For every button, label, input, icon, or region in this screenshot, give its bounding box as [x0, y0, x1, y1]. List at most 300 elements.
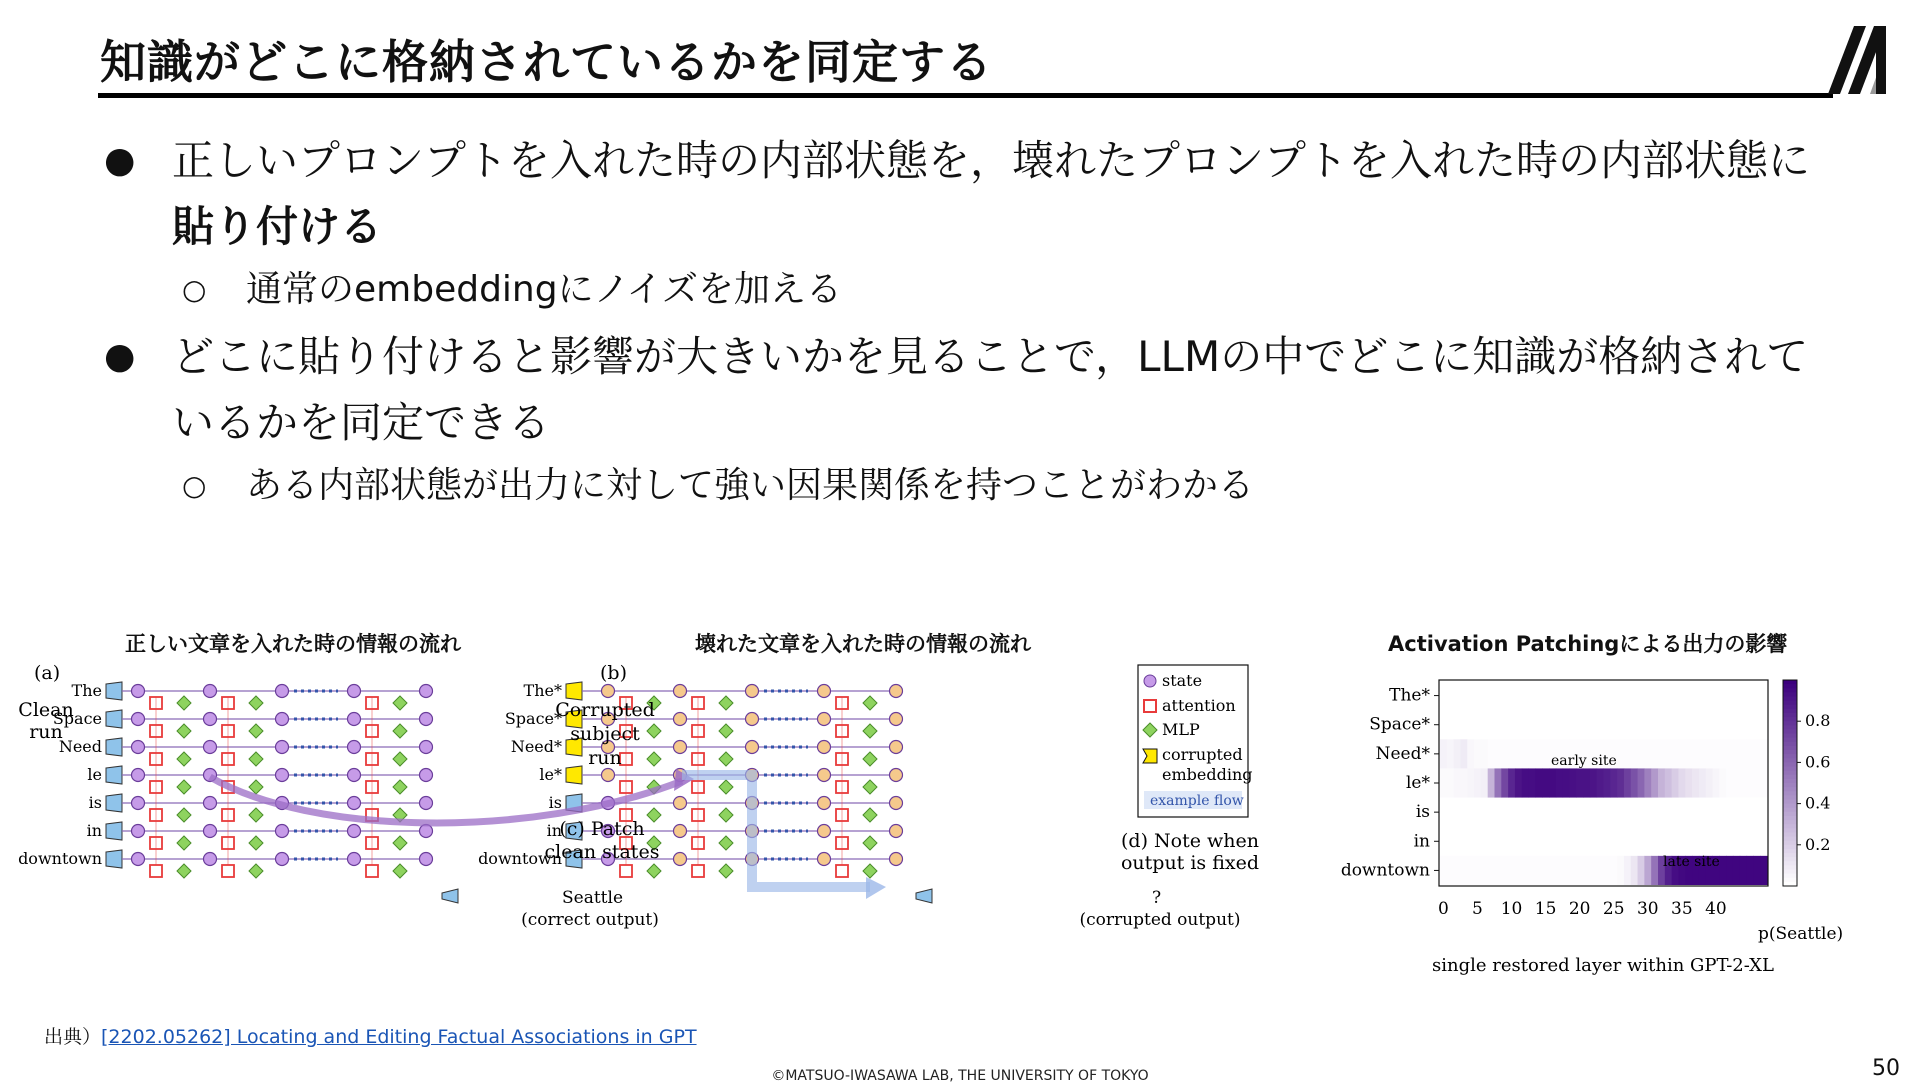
hidden-state-node: [890, 853, 903, 866]
token-label: Need*: [510, 737, 562, 756]
panel-b-title-line1: Corrupted: [555, 699, 655, 721]
colorbar-segment: [1783, 791, 1797, 796]
heatmap-cell: [1529, 768, 1536, 797]
colorbar-segment: [1783, 750, 1797, 755]
panel-a-title-line2: run: [29, 721, 63, 743]
heatmap-cell: [1747, 856, 1754, 885]
colorbar-segment: [1783, 816, 1797, 821]
hidden-state-node: [204, 713, 217, 726]
mlp-node: [177, 864, 191, 878]
embedding: [106, 766, 122, 784]
output-arrow-corrupt: [916, 889, 932, 903]
heatmap-cell: [1658, 768, 1665, 797]
late-site-annotation: late site: [1663, 854, 1720, 870]
hidden-state-node: [818, 825, 831, 838]
mlp-node: [249, 836, 263, 850]
hidden-state-node: [746, 741, 759, 754]
colorbar-label: p(Seattle): [1758, 924, 1844, 944]
mlp-node: [393, 752, 407, 766]
heatmap-row-label: Need*: [1375, 743, 1430, 764]
hidden-state-node: [132, 797, 145, 810]
heatmap-cell: [1706, 739, 1713, 768]
hidden-state-node: [818, 713, 831, 726]
heatmap-cell: [1760, 739, 1767, 768]
hidden-state-node: [204, 825, 217, 838]
colorbar-segment: [1783, 841, 1797, 846]
legend-corrupted-line2: embedding: [1162, 765, 1253, 784]
heatmap-cell: [1474, 768, 1481, 797]
diagram-legend: [1138, 665, 1253, 817]
figure-heading-corrupt: 壊れた文章を入れた時の情報の流れ: [695, 632, 1031, 656]
heatmap-cell: [1651, 768, 1658, 797]
heatmap-cell: [1733, 768, 1740, 797]
colorbar-segment: [1783, 832, 1797, 837]
heatmap-cell: [1508, 856, 1515, 885]
colorbar-segment: [1783, 709, 1797, 714]
heatmap-row-label: in: [1413, 831, 1430, 852]
colorbar-segment: [1783, 874, 1797, 879]
heatmap-cell: [1515, 856, 1522, 885]
colorbar-segment: [1783, 870, 1797, 875]
heatmap-cell: [1617, 856, 1624, 885]
sub-bullet-item: [100, 456, 1820, 516]
legend-flow: example flow: [1150, 793, 1244, 809]
heatmap-cell: [1719, 856, 1726, 885]
mlp-node: [719, 864, 733, 878]
heatmap-cell: [1624, 856, 1631, 885]
note-label-line1: (d) Note when: [1121, 830, 1259, 852]
bullet-list: [100, 128, 1820, 516]
heatmap-cell: [1495, 739, 1502, 768]
token-label: The*: [523, 681, 562, 700]
attention-node: [366, 865, 378, 877]
heatmap-cell: [1644, 856, 1651, 885]
heatmap-cell: [1672, 768, 1679, 797]
figure-heading-heatmap: Activation Patchingによる出力の影響: [1388, 632, 1788, 656]
heatmap-cell: [1576, 768, 1583, 797]
colorbar-tick-label: 0.2: [1805, 834, 1831, 854]
token-label: in: [546, 821, 562, 840]
heatmap-cell: [1535, 768, 1542, 797]
hidden-state-node: [818, 685, 831, 698]
colorbar-segment: [1783, 828, 1797, 833]
heatmap-cell: [1753, 856, 1760, 885]
hidden-state-node: [890, 797, 903, 810]
mlp-node: [177, 724, 191, 738]
colorbar-segment: [1783, 861, 1797, 866]
heatmap-cell: [1685, 739, 1692, 768]
note-label-line2: output is fixed: [1120, 852, 1260, 874]
heatmap-cell: [1672, 739, 1679, 768]
heatmap-cell: [1576, 856, 1583, 885]
heatmap-cell: [1638, 739, 1645, 768]
heatmap-cell: [1542, 739, 1549, 768]
heatmap-cell: [1467, 739, 1474, 768]
heatmap-cell: [1474, 739, 1481, 768]
colorbar-segment: [1783, 812, 1797, 817]
mlp-node: [249, 864, 263, 878]
colorbar-segment: [1783, 865, 1797, 870]
heatmap-cell: [1454, 768, 1461, 797]
heatmap-cell: [1460, 739, 1467, 768]
heatmap-x-label: single restored layer within GPT-2-XL: [1432, 955, 1774, 976]
hidden-state-node: [420, 713, 433, 726]
heatmap-cell: [1529, 739, 1536, 768]
colorbar-segment: [1783, 779, 1797, 784]
heatmap-cell: [1488, 856, 1495, 885]
hidden-state-node: [818, 741, 831, 754]
heatmap-cell: [1631, 856, 1638, 885]
hidden-state-node: [132, 769, 145, 782]
panel-a-label: (a): [34, 662, 61, 684]
bullet-text: どこに貼り付けると影響が大きいかを見ることで，LLMの中でどこに知識が格納されているかを同定できる: [172, 332, 1809, 447]
hidden-state-node: [204, 685, 217, 698]
colorbar-segment: [1783, 721, 1797, 726]
heatmap-cell: [1495, 768, 1502, 797]
heatmap-colorbar: [1783, 680, 1830, 887]
colorbar-segment: [1783, 754, 1797, 759]
heatmap-cell: [1597, 768, 1604, 797]
mlp-node: [177, 808, 191, 822]
hidden-state-node: [348, 713, 361, 726]
colorbar-segment: [1783, 820, 1797, 825]
hidden-state-node: [348, 797, 361, 810]
citation-link[interactable]: [2202.05262] Locating and Editing Factual Associations in GPT: [101, 1026, 697, 1048]
mlp-node: [647, 864, 661, 878]
mlp-node: [249, 808, 263, 822]
clean-output-note: (correct output): [521, 910, 659, 930]
attention-node: [150, 865, 162, 877]
heatmap-cell: [1699, 739, 1706, 768]
page-number: 50: [1872, 1056, 1900, 1081]
mlp-node: [177, 696, 191, 710]
heatmap-cell: [1692, 739, 1699, 768]
bullet-item: [100, 128, 1820, 260]
heatmap-cell: [1706, 768, 1713, 797]
figure-heading-clean: 正しい文章を入れた時の情報の流れ: [125, 632, 461, 656]
colorbar-segment: [1783, 878, 1797, 883]
heatmap-cell: [1597, 856, 1604, 885]
colorbar-segment: [1783, 738, 1797, 743]
heatmap-x-ticks: [1438, 899, 1727, 919]
heatmap-cell: [1678, 768, 1685, 797]
mlp-node: [647, 724, 661, 738]
panel-b-label: (b): [600, 662, 627, 684]
heatmap-cell: [1638, 856, 1645, 885]
mlp-node: [249, 696, 263, 710]
mlp-node: [863, 724, 877, 738]
heatmap-cell: [1651, 856, 1658, 885]
heatmap-cell: [1760, 768, 1767, 797]
hidden-state-node: [818, 797, 831, 810]
heatmap-cell: [1501, 856, 1508, 885]
heatmap-cell: [1713, 768, 1720, 797]
mlp-node: [719, 752, 733, 766]
heatmap-cell: [1644, 739, 1651, 768]
heatmap-cell: [1631, 739, 1638, 768]
mlp-node: [393, 864, 407, 878]
heatmap-cell: [1583, 856, 1590, 885]
heatmap-cell: [1747, 739, 1754, 768]
token-label: is: [548, 793, 562, 812]
heatmap-cell: [1563, 856, 1570, 885]
mlp-node: [177, 752, 191, 766]
sub-bullet-text: ある内部状態が出力に対して強い因果関係を持つことがわかる: [246, 465, 1255, 506]
colorbar-tick-label: 0.4: [1805, 793, 1831, 813]
citation: [44, 1022, 697, 1049]
token-label: in: [86, 821, 102, 840]
mlp-node: [719, 696, 733, 710]
heatmap-cell: [1665, 739, 1672, 768]
sub-bullet-dot: ○: [182, 469, 207, 502]
heatmap-cell: [1610, 768, 1617, 797]
hidden-state-node: [674, 797, 687, 810]
colorbar-segment: [1783, 696, 1797, 701]
heatmap-cell: [1740, 739, 1747, 768]
hidden-state-node: [348, 853, 361, 866]
early-site-annotation: early site: [1551, 753, 1617, 769]
mlp-node: [249, 780, 263, 794]
embedding: [106, 682, 122, 700]
heatmap-cell: [1753, 768, 1760, 797]
hidden-state-node: [674, 713, 687, 726]
colorbar-segment: [1783, 837, 1797, 842]
heatmap-cell: [1467, 856, 1474, 885]
mlp-node: [177, 836, 191, 850]
heatmap-cell: [1665, 768, 1672, 797]
heatmap-cell: [1488, 739, 1495, 768]
heatmap-cell: [1610, 856, 1617, 885]
hidden-state-node: [420, 685, 433, 698]
colorbar-segment: [1783, 688, 1797, 693]
heatmap-row-label: downtown: [1340, 860, 1430, 881]
heatmap-cell: [1604, 856, 1611, 885]
heatmap-cell: [1515, 768, 1522, 797]
heatmap-cell: [1631, 768, 1638, 797]
mlp-node: [249, 752, 263, 766]
colorbar-segment: [1783, 758, 1797, 763]
legend-mlp: MLP: [1162, 720, 1200, 739]
colorbar-segment: [1783, 729, 1797, 734]
heatmap-cell: [1495, 856, 1502, 885]
embedding: [106, 850, 122, 868]
panel-b-title-line2: subject: [570, 723, 640, 745]
heatmap-cell: [1638, 768, 1645, 797]
colorbar-segment: [1783, 684, 1797, 689]
hidden-state-node: [818, 853, 831, 866]
hidden-state-node: [674, 685, 687, 698]
colorbar-segment: [1783, 783, 1797, 788]
hidden-state-node: [818, 769, 831, 782]
heatmap-cell: [1590, 768, 1597, 797]
hidden-state-node: [890, 769, 903, 782]
heatmap-cell: [1454, 856, 1461, 885]
colorbar-tick-label: 0.6: [1805, 752, 1831, 772]
hidden-state-node: [420, 825, 433, 838]
heatmap-cell: [1713, 739, 1720, 768]
embedding: [106, 794, 122, 812]
sub-bullet-text: 通常のembeddingにノイズを加える: [246, 269, 842, 310]
hidden-state-node: [276, 741, 289, 754]
mlp-node: [863, 696, 877, 710]
colorbar-segment: [1783, 795, 1797, 800]
bullet-text-bold: 貼り付ける: [172, 202, 383, 251]
mlp-node: [863, 780, 877, 794]
colorbar-segment: [1783, 775, 1797, 780]
token-label: downtown: [18, 849, 102, 868]
heatmap-cell: [1440, 768, 1447, 797]
colorbar-segment: [1783, 746, 1797, 751]
hidden-state-node: [204, 797, 217, 810]
heatmap-cell: [1733, 739, 1740, 768]
heatmap-cell: [1447, 768, 1454, 797]
attention-node: [222, 865, 234, 877]
token-label: downtown: [478, 849, 562, 868]
mlp-node: [249, 724, 263, 738]
heatmap-cell: [1488, 768, 1495, 797]
heatmap-cell: [1733, 856, 1740, 885]
hidden-state-node: [890, 825, 903, 838]
colorbar-segment: [1783, 787, 1797, 792]
colorbar-segment: [1783, 824, 1797, 829]
colorbar-tick-label: 0.8: [1805, 711, 1831, 731]
mlp-node: [177, 780, 191, 794]
mlp-node: [863, 836, 877, 850]
heatmap-cell: [1529, 856, 1536, 885]
lab-logo: [1826, 24, 1890, 96]
embedding: [106, 710, 122, 728]
heatmap-cell: [1569, 856, 1576, 885]
colorbar-segment: [1783, 692, 1797, 697]
attention-node: [836, 865, 848, 877]
attention-node: [620, 865, 632, 877]
heatmap-cell: [1440, 856, 1447, 885]
heatmap-cell: [1474, 856, 1481, 885]
output-arrow-clean: [442, 889, 458, 903]
mlp-node: [719, 724, 733, 738]
heatmap-cell: [1692, 768, 1699, 797]
hidden-state-node: [204, 741, 217, 754]
mlp-node: [393, 724, 407, 738]
heatmap-cell: [1522, 739, 1529, 768]
token-label: le*: [539, 765, 562, 784]
hidden-state-node: [420, 741, 433, 754]
heatmap-cell: [1556, 856, 1563, 885]
panel-b-title-line3: run: [588, 747, 622, 769]
attention-legend-icon: [1144, 700, 1156, 712]
heatmap-cell: [1624, 768, 1631, 797]
hidden-state-node: [132, 853, 145, 866]
colorbar-segment: [1783, 849, 1797, 854]
heatmap-cell: [1617, 739, 1624, 768]
heatmap-cell: [1617, 768, 1624, 797]
hidden-state-node: [602, 685, 615, 698]
heatmap-y-labels: [1341, 686, 1439, 881]
hidden-state-node: [276, 825, 289, 838]
bullet-dot: ●: [104, 140, 136, 181]
token-label: Need: [58, 737, 102, 756]
panel-a-title-line1: Clean: [18, 699, 74, 721]
colorbar-segment: [1783, 845, 1797, 850]
mlp-node: [647, 808, 661, 822]
hidden-state-node: [674, 741, 687, 754]
colorbar-segment: [1783, 717, 1797, 722]
token-label: Space: [52, 709, 102, 728]
heatmap-cell: [1740, 856, 1747, 885]
heatmap-cell: [1583, 768, 1590, 797]
causal-trace-diagram: [10, 655, 1260, 945]
bullet-dot: ●: [104, 336, 136, 377]
heatmap-cell: [1535, 739, 1542, 768]
heatmap-cell: [1604, 768, 1611, 797]
token-label: le: [87, 765, 102, 784]
patch-label-line1: (c) Patch: [559, 818, 645, 840]
heatmap-cell: [1508, 739, 1515, 768]
heatmap-x-tick: 40: [1705, 899, 1727, 919]
hidden-state-node: [348, 769, 361, 782]
heatmap-cell: [1569, 768, 1576, 797]
hidden-state-node: [674, 825, 687, 838]
heatmap-x-tick: 15: [1534, 899, 1557, 919]
heatmap-cell: [1508, 768, 1515, 797]
heatmap-cell: [1447, 739, 1454, 768]
heatmap-x-tick: 0: [1437, 899, 1449, 919]
example-flow-arrowhead: [866, 877, 886, 899]
hidden-state-node: [132, 825, 145, 838]
mlp-node: [719, 808, 733, 822]
hidden-state-node: [348, 741, 361, 754]
heatmap-cell: [1535, 856, 1542, 885]
hidden-state-node: [746, 713, 759, 726]
heatmap-cell: [1644, 768, 1651, 797]
token-label: Space*: [504, 709, 562, 728]
mlp-node: [719, 836, 733, 850]
hidden-state-node: [276, 769, 289, 782]
sub-bullet-item: [100, 260, 1820, 320]
hidden-state-node: [348, 685, 361, 698]
heatmap-cell: [1699, 768, 1706, 797]
hidden-state-node: [420, 853, 433, 866]
heatmap-cell: [1542, 768, 1549, 797]
heatmap-cell: [1556, 768, 1563, 797]
mlp-node: [863, 808, 877, 822]
heatmap-cell: [1440, 739, 1447, 768]
heatmap-cell: [1651, 739, 1658, 768]
citation-prefix: 出典）: [44, 1026, 102, 1048]
hidden-state-node: [420, 797, 433, 810]
heatmap-x-tick: 5: [1472, 899, 1483, 919]
heatmap-cell: [1501, 739, 1508, 768]
heatmap-x-tick: 20: [1568, 899, 1591, 919]
heatmap-cell: [1460, 768, 1467, 797]
heatmap-row-label: is: [1415, 802, 1430, 823]
mlp-node: [393, 836, 407, 850]
colorbar-segment: [1783, 767, 1797, 772]
colorbar-segment: [1783, 713, 1797, 718]
heatmap-cell: [1522, 856, 1529, 885]
heatmap-cell: [1467, 768, 1474, 797]
heatmap-cell: [1685, 768, 1692, 797]
mlp-node: [393, 696, 407, 710]
colorbar-segment: [1783, 808, 1797, 813]
heatmap-cell: [1481, 856, 1488, 885]
heatmap-cell: [1590, 856, 1597, 885]
heatmap-cell: [1447, 856, 1454, 885]
heatmap-cell: [1747, 768, 1754, 797]
heatmap-cell: [1719, 768, 1726, 797]
colorbar-segment: [1783, 705, 1797, 710]
heatmap-cell: [1563, 768, 1570, 797]
